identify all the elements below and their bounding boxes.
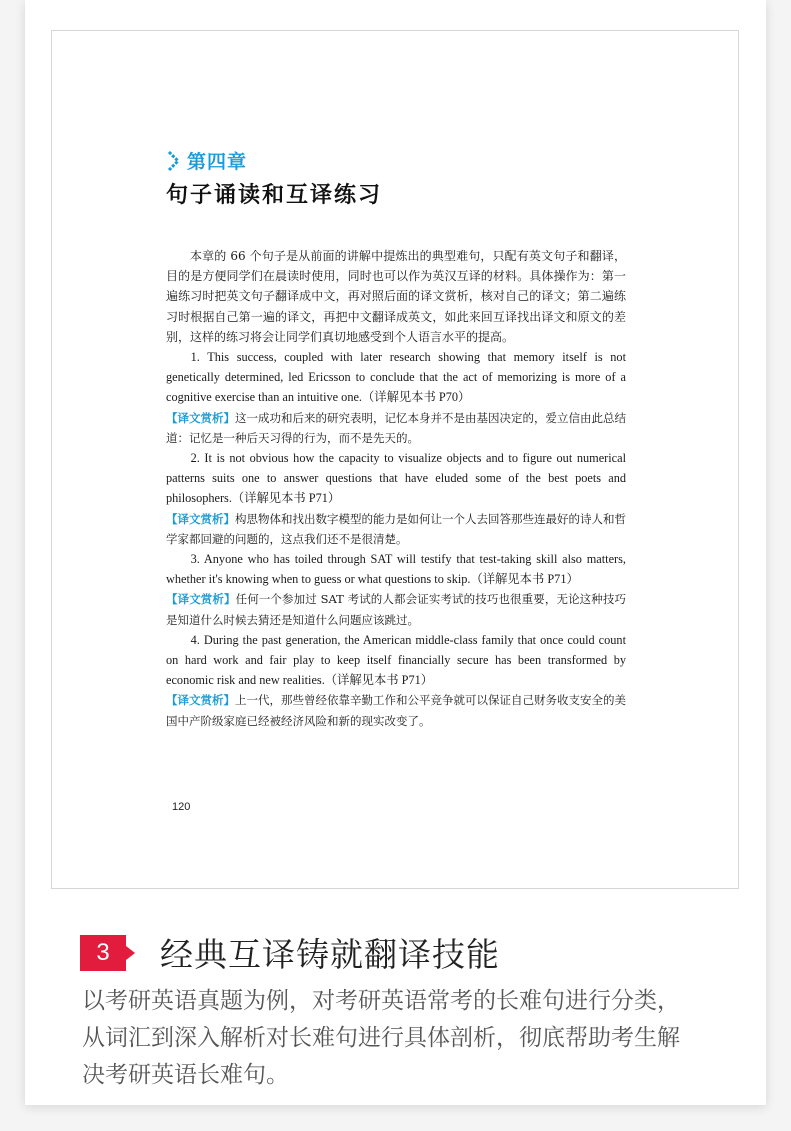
feature-number-badge: 3	[80, 935, 126, 971]
feature-description: 以考研英语真题为例，对考研英语常考的长难句进行分类，从词汇到深入解析对长难句进行具体剖析，彻底帮助考生解决考研英语长难句。	[82, 988, 680, 1088]
translation-tag: 【译文赏析】	[166, 410, 235, 425]
book-page-preview	[51, 30, 739, 889]
sentence-translation	[166, 690, 626, 730]
chapter-title: 句子诵读和互译练习	[166, 183, 383, 208]
chevron-right-icon	[166, 150, 182, 172]
translation-text: 上一代，那些曾经依靠辛勤工作和公平竞争就可以保证自己财务收支安全的美国中产阶级家庭已经被经济风险和新的现实改变了。	[166, 693, 626, 728]
sentence-translation	[166, 509, 626, 549]
sentence-translation	[166, 408, 626, 448]
translation-tag: 【译文赏析】	[166, 592, 236, 607]
sentence-english: 4. During the past generation, the American middle-class family that once could count on hard work and fair play to keep itself financially secure has been transformed by economic risk and new realities.（详解见本书 P71）	[166, 632, 626, 688]
sentence-english: 2. It is not obvious how the capacity to visualize objects and to figure out numerical patterns suits one to answer questions that have eluded some of the best poets and philosophers.（详解见本书 P71）	[166, 451, 626, 506]
translation-text: 任何一个参加过 SAT 考试的人都会证实考试的技巧也很重要，无论这种技巧是知道什么时候去猜还是知道什么问题应该跳过。	[166, 592, 626, 627]
chapter-intro: 本章的 66 个句子是从前面的讲解中提炼出的典型难句，只配有英文句子和翻译，目的是方便同学们在晨读时使用，同时也可以作为英汉互译的材料。具体操作为：第一遍练习时把英文句子翻译成中文，再对照后面的译文赏析，核对自己的译文；第二遍练习时根据自己第一遍的译文，再把中文翻译成英文，如此来回互译找出译文和原文的差别，这样的练习将会让同学们真切地感受到个人语言水平的提高。	[166, 249, 626, 344]
feature-heading	[80, 929, 500, 976]
translation-text: 构思物体和找出数字模型的能力是如何让一个人去回答那些连最好的诗人和哲学家都回避的问题的，这点我们还不是很清楚。	[166, 511, 626, 546]
sentence-english: 3. Anyone who has toiled through SAT will testify that test-taking skill also matters, whether it's knowing when to guess or what questions to skip.（详解见本书 P71）	[166, 552, 626, 587]
chapter-label-text: 第四章	[187, 151, 248, 173]
translation-tag: 【译文赏析】	[166, 511, 235, 526]
sentence-english: 1. This success, coupled with later research showing that memory itself is not genetically determined, led Ericsson to conclude that the act of memorizing is more of a cognitive exercise than an intuitive one.（详解见本书 P70）	[166, 350, 626, 405]
chapter-body	[166, 246, 626, 731]
feature-title: 经典互译铸就翻译技能	[160, 935, 500, 974]
chapter-heading	[166, 147, 382, 209]
translation-text: 这一成功和后来的研究表明，记忆本身并不是由基因决定的，爱立信由此总结道：记忆是一种后天习得的行为，而不是先天的。	[166, 410, 626, 445]
page-number: 120	[172, 801, 191, 813]
translation-tag: 【译文赏析】	[166, 693, 235, 708]
chapter-label	[166, 147, 382, 174]
sentence-translation	[166, 589, 626, 629]
